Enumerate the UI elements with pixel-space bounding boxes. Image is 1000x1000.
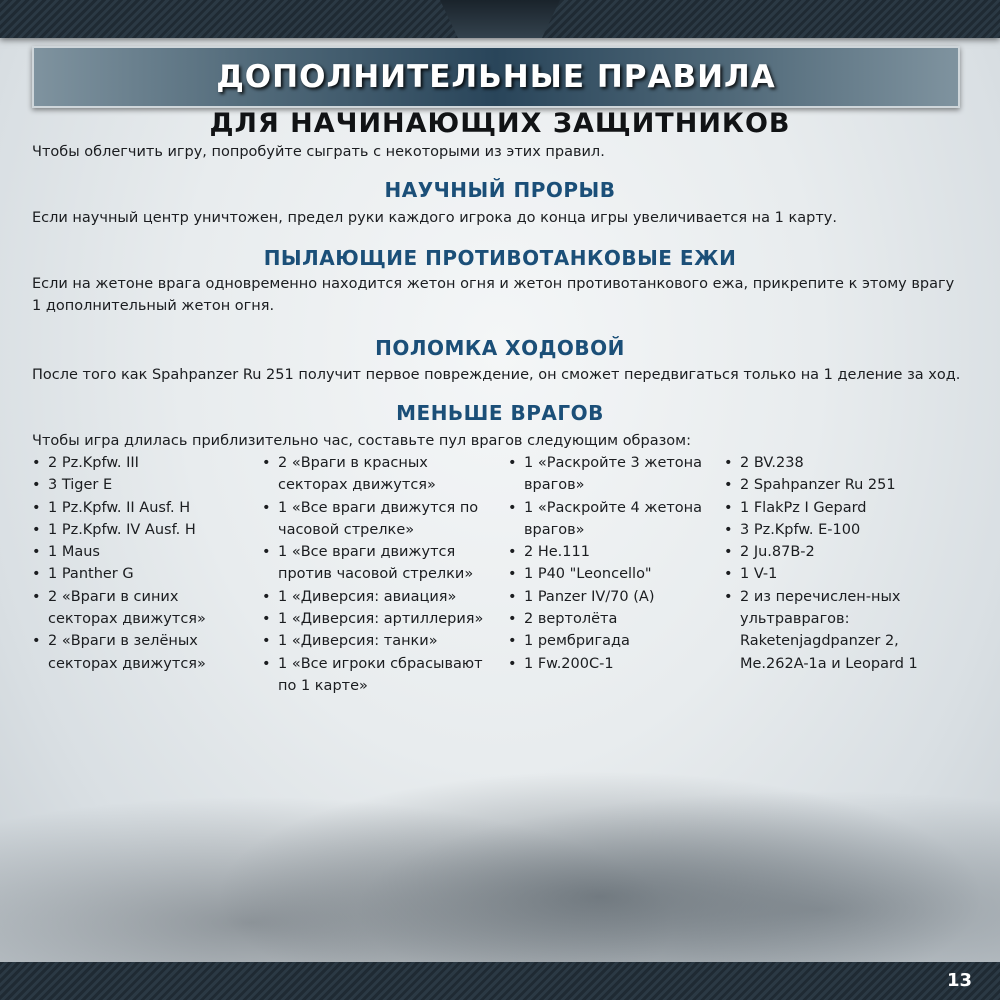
list-item: • 2 «Враги в красных секторах движутся» <box>262 452 487 497</box>
list-item: • 2 из перечислен-ных ультраврагов: Raketenjagdpanzer 2, Me.262A-1a и Leopard 1 <box>724 586 969 675</box>
top-notch-ornament <box>440 0 560 38</box>
enemy-list-column-4 <box>724 452 969 675</box>
title-banner <box>32 46 960 108</box>
rule-heading-chassis-breakdown: ПОЛОМКА ХОДОВОЙ <box>375 336 625 360</box>
list-item: • 1 Pz.Kpfw. IV Ausf. H <box>32 519 252 541</box>
enemy-list-column-1 <box>32 452 252 675</box>
page-number: 13 <box>946 970 972 991</box>
list-item: • 1 «Все враги движутся против часовой стрелки» <box>262 541 487 586</box>
list-item: • 2 He.111 <box>508 541 718 563</box>
list-item: • 1 «Все враги движутся по часовой стрелке» <box>262 497 487 542</box>
enemy-list-column-3 <box>508 452 718 675</box>
list-item: • 2 Spahpanzer Ru 251 <box>724 474 969 496</box>
list-item: • 2 «Враги в синих секторах движутся» <box>32 586 252 631</box>
list-item: • 2 вертолёта <box>508 608 718 630</box>
list-item: • 1 «Диверсия: танки» <box>262 630 487 652</box>
list-item: • 1 FlakPz I Gepard <box>724 497 969 519</box>
list-item: • 2 «Враги в зелёных секторах движутся» <box>32 630 252 675</box>
rule-heading-fewer-enemies: МЕНЬШЕ ВРАГОВ <box>396 401 604 425</box>
list-item: • 1 рембригада <box>508 630 718 652</box>
list-item: • 1 «Все игроки сбрасывают по 1 карте» <box>262 653 487 698</box>
rule-heading-burning-hedgehogs: ПЫЛАЮЩИЕ ПРОТИВОТАНКОВЫЕ ЕЖИ <box>263 246 737 270</box>
rule-text-fewer-enemies: Чтобы игра длилась приблизительно час, составьте пул врагов следующим образом: <box>32 433 691 449</box>
list-item: • 1 V-1 <box>724 563 969 585</box>
rule-heading-science-breakthrough: НАУЧНЫЙ ПРОРЫВ <box>384 178 616 202</box>
page-subtitle: ДЛЯ НАЧИНАЮЩИХ ЗАЩИТНИКОВ <box>209 108 791 139</box>
list-item: • 1 Pz.Kpfw. II Ausf. H <box>32 497 252 519</box>
enemy-list-column-2 <box>262 452 487 697</box>
list-item: • 1 Panzer IV/70 (A) <box>508 586 718 608</box>
rule-text-chassis-breakdown: После того как Spahpanzer Ru 251 получит первое повреждение, он сможет передвигаться только на 1 деление за ход. <box>32 367 961 383</box>
list-item: • 2 Pz.Kpfw. III <box>32 452 252 474</box>
list-item: • 2 Ju.87B-2 <box>724 541 969 563</box>
intro-text: Чтобы облегчить игру, попробуйте сыграть с некоторыми из этих правил. <box>32 144 605 160</box>
list-item: • 1 «Диверсия: авиация» <box>262 586 487 608</box>
list-item: • 1 P40 "Leoncello" <box>508 563 718 585</box>
list-item: • 1 «Диверсия: артиллерия» <box>262 608 487 630</box>
bottom-decorative-bar <box>0 962 1000 1000</box>
page-title: ДОПОЛНИТЕЛЬНЫЕ ПРАВИЛА <box>216 59 776 95</box>
list-item: • 1 Fw.200C-1 <box>508 653 718 675</box>
list-item: • 1 «Раскройте 3 жетона врагов» <box>508 452 718 497</box>
list-item: • 2 BV.238 <box>724 452 969 474</box>
background-battle-haze <box>0 700 1000 962</box>
list-item: • 1 Panther G <box>32 563 252 585</box>
rule-text-science-breakthrough: Если научный центр уничтожен, предел руки каждого игрока до конца игры увеличивается на 1 карту. <box>32 210 837 226</box>
list-item: • 3 Pz.Kpfw. E-100 <box>724 519 969 541</box>
rule-text-burning-hedgehogs: Если на жетоне врага одновременно находится жетон огня и жетон противотанкового ежа, прикрепите к этому врагу 1 дополнительный жетон огня. <box>32 276 955 314</box>
list-item: • 1 «Раскройте 4 жетона врагов» <box>508 497 718 542</box>
list-item: • 1 Maus <box>32 541 252 563</box>
list-item: • 3 Tiger E <box>32 474 252 496</box>
